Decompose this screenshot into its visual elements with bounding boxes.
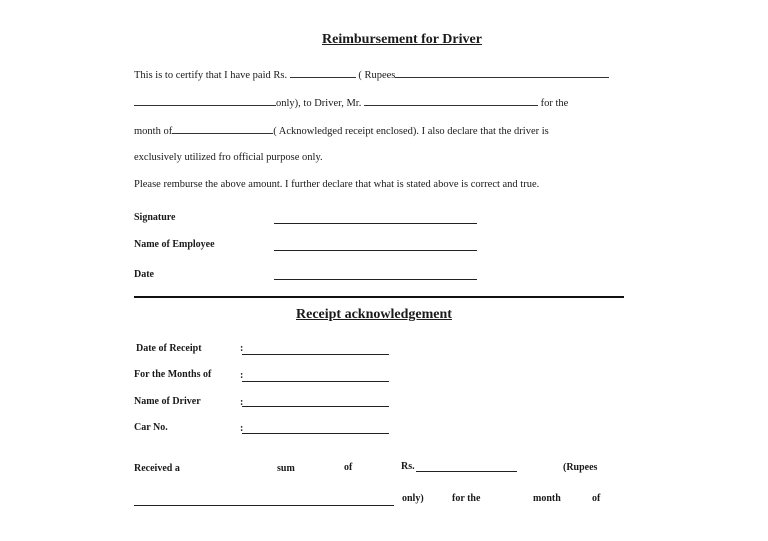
certify-line-2 — [134, 96, 568, 109]
months-line[interactable] — [242, 381, 389, 382]
certify-text-3b: ( Acknowledged receipt enclosed). I also declare that the driver is — [273, 126, 549, 137]
of-label: of — [344, 462, 353, 473]
certify-line-1 — [134, 68, 609, 81]
date-line[interactable] — [274, 279, 477, 280]
signature-label: Signature — [134, 212, 176, 223]
colon: : — [240, 397, 244, 408]
certify-text-3a: month of — [134, 126, 173, 137]
certify-line-5: Please remburse the above amount. I further declare that what is stated above is correct and true. — [134, 179, 540, 190]
reimbursement-title: Reimbursement for Driver — [322, 32, 482, 47]
section-divider — [134, 296, 624, 298]
certify-text-2b: for the — [540, 98, 569, 109]
only-label: only) — [402, 493, 424, 504]
colon: : — [240, 423, 244, 434]
date-of-receipt-line[interactable] — [242, 354, 389, 355]
months-label: For the Months of — [134, 369, 212, 380]
driver-name-blank[interactable] — [364, 96, 538, 106]
rs-amount-line[interactable] — [416, 471, 517, 472]
certify-text-2a: only), to Driver, Mr. — [276, 98, 362, 109]
receipt-title: Receipt acknowledgement — [296, 307, 452, 322]
month-blank[interactable] — [172, 124, 273, 134]
certify-text-1b: ( Rupees — [358, 70, 396, 81]
rupees-words-blank[interactable] — [395, 68, 609, 78]
rupees-words-blank-2[interactable] — [134, 96, 276, 106]
rs-label: Rs. — [401, 461, 415, 472]
for-the-label: for the — [452, 493, 481, 504]
rupees-label: (Rupees — [563, 462, 598, 473]
employee-name-line[interactable] — [274, 250, 477, 251]
amount-blank[interactable] — [290, 68, 356, 78]
colon: : — [240, 343, 244, 354]
month-label: month — [533, 493, 561, 504]
colon: : — [240, 370, 244, 381]
sum-label: sum — [277, 463, 295, 474]
car-no-label: Car No. — [134, 422, 168, 433]
employee-name-label: Name of Employee — [134, 239, 215, 250]
of-label-2: of — [592, 493, 601, 504]
car-no-line[interactable] — [242, 433, 389, 434]
certify-text-1a: This is to certify that I have paid Rs. — [134, 70, 288, 81]
certify-line-3 — [134, 124, 549, 137]
signature-line[interactable] — [274, 223, 477, 224]
received-label: Received a — [134, 463, 180, 474]
driver-name-label: Name of Driver — [134, 396, 201, 407]
date-label: Date — [134, 269, 154, 280]
certify-line-4: exclusively utilized fro official purpose only. — [134, 152, 323, 163]
rupees-words-line[interactable] — [134, 505, 394, 506]
driver-name-line[interactable] — [242, 406, 389, 407]
date-of-receipt-label: Date of Receipt — [136, 343, 202, 354]
